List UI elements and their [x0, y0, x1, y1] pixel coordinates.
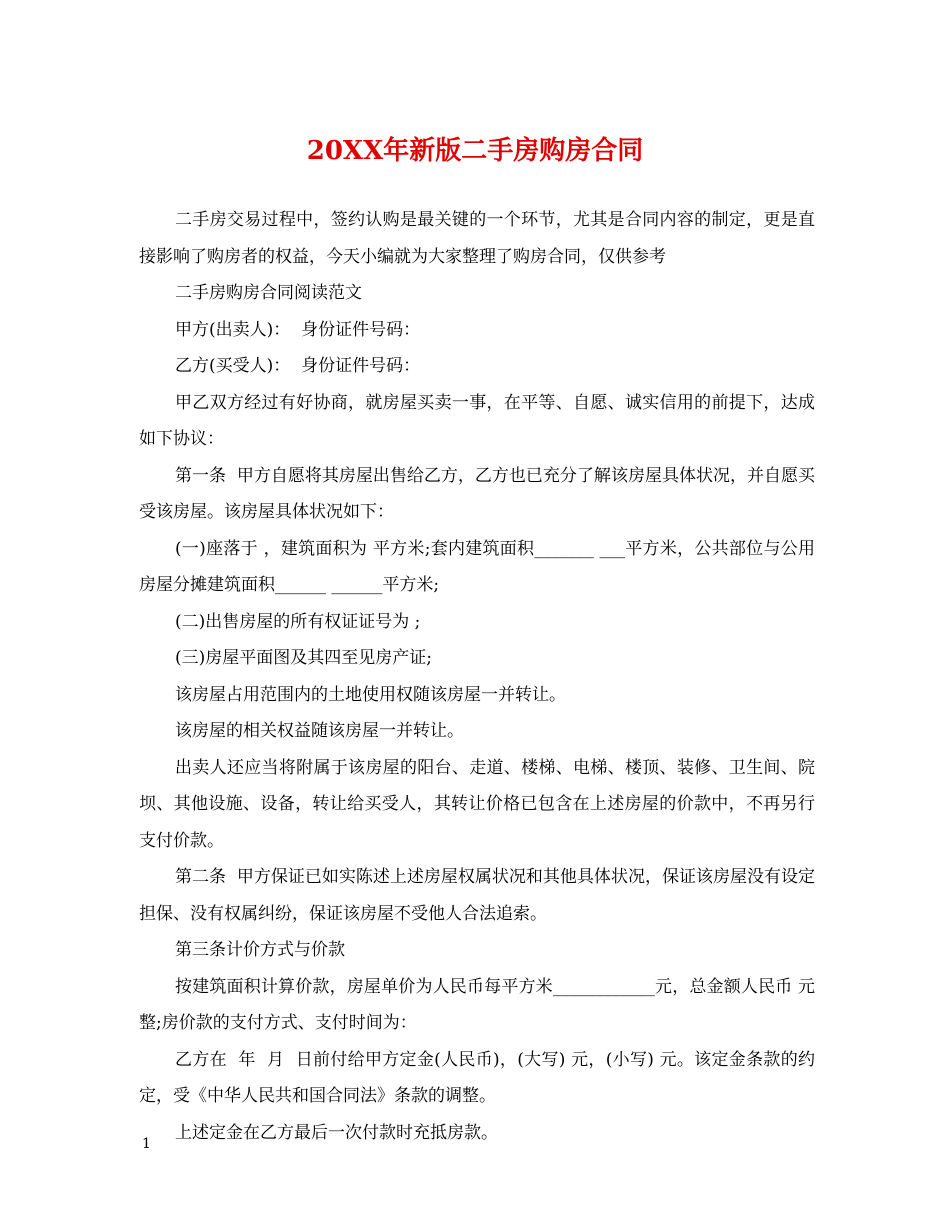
- paragraph-attachments: 出卖人还应当将附属于该房屋的阳台、走道、楼梯、电梯、楼顶、装修、卫生间、院坝、其他设施、设备，转让给买受人，其转让价格已包含在上述房屋的价款中，不再另行支付价款。: [139, 757, 815, 851]
- paragraph-party-a: 甲方(出卖人)： 身份证件号码：: [175, 319, 421, 340]
- paragraph-item-3: (三)房屋平面图及其四至见房产证;: [175, 648, 432, 668]
- paragraph-agreement: 甲乙双方经过有好协商，就房屋买卖一事，在平等、自愿、诚实信用的前提下，达成如下协议：: [139, 392, 815, 449]
- document-body: [139, 202, 815, 1151]
- paragraph-item-1: (一)座落于 ，建筑面积为 平方米;套内建筑面积_______ ___平方米，公共部位与公用房屋分摊建筑面积______ ______平方米;: [139, 538, 815, 595]
- paragraph-land-rights: 该房屋占用范围内的土地使用权随该房屋一并转让。: [175, 684, 566, 705]
- paragraph-deposit-offset: 上述定金在乙方最后一次付款时充抵房款。: [175, 1122, 498, 1143]
- paragraph-item-2: (二)出售房屋的所有权证证号为 ;: [175, 611, 421, 632]
- paragraph-subtitle: 二手房购房合同阅读范文: [175, 283, 362, 303]
- paragraph-pricing: 按建筑面积计算价款，房屋单价为人民币每平方米____________元，总金额人民币 元整;房价款的支付方式、支付时间为：: [139, 976, 815, 1033]
- paragraph-article-1: 第一条 甲方自愿将其房屋出售给乙方，乙方也已充分了解该房屋具体状况，并自愿买受该房屋。该房屋具体状况如下：: [139, 465, 815, 522]
- paragraph-article-3-heading: 第三条计价方式与价款: [175, 940, 345, 960]
- page-number: 1: [142, 1136, 151, 1152]
- paragraph-deposit: 乙方在 年 月 日前付给甲方定金(人民币)，(大写) 元，(小写) 元。该定金条款的约定，受《中华人民共和国合同法》条款的调整。: [139, 1049, 815, 1106]
- paragraph-article-2: 第二条 甲方保证已如实陈述上述房屋权属状况和其他具体状况，保证该房屋没有设定担保、没有权属纠纷，保证该房屋不受他人合法追索。: [139, 867, 815, 924]
- document-title: 20XX年新版二手房购房合同: [306, 136, 644, 166]
- paragraph-related-rights: 该房屋的相关权益随该房屋一并转让。: [175, 721, 464, 741]
- paragraph-party-b: 乙方(买受人)： 身份证件号码：: [175, 356, 421, 376]
- paragraph-intro: 二手房交易过程中，签约认购是最关键的一个环节，尤其是合同内容的制定，更是直接影响了购房者的权益，今天小编就为大家整理了购房合同，仅供参考: [139, 210, 815, 267]
